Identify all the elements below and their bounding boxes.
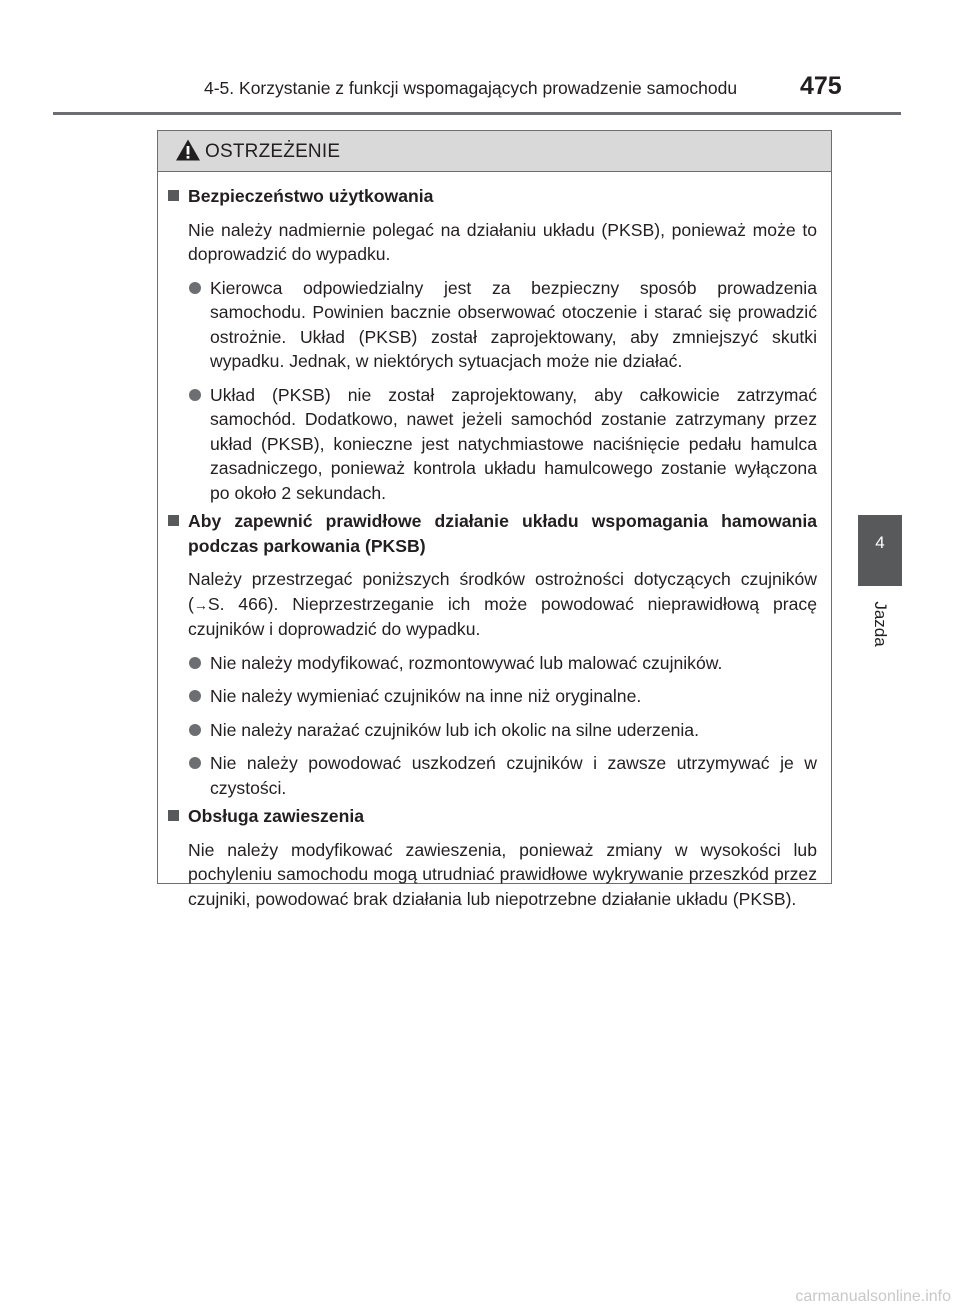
paragraph: Nie należy nadmiernie polegać na działaniu układu (PKSB), ponieważ może to doprowadzić do wypadku. <box>188 219 817 264</box>
bullet-item <box>168 651 817 676</box>
bullet-item <box>168 276 817 374</box>
warning-title: OSTRZEŻENIE <box>205 141 341 162</box>
square-bullet-icon <box>168 190 179 201</box>
running-header: 4-5. Korzystanie z funkcji wspomagających prowadzenie samochodu <box>204 78 738 98</box>
round-bullet-icon <box>189 724 201 736</box>
header-rule <box>53 112 901 115</box>
bullet-item <box>168 751 817 800</box>
section-title: Obsługa zawieszenia <box>188 806 364 826</box>
warning-header <box>158 131 831 172</box>
bullet-item <box>168 383 817 506</box>
section-suspension <box>168 804 817 829</box>
paragraph-text-start: Należy przestrzegać poniższych środków ostrożności dotyczących czujników ( <box>188 569 817 614</box>
arrow-right-icon: → <box>193 596 208 613</box>
section-sensors <box>168 509 817 558</box>
bullet-text: Nie należy powodować uszkodzeń czujników i zawsze utrzymywać je w czystości. <box>210 753 817 798</box>
paragraph <box>168 567 817 642</box>
section-safety <box>168 184 817 209</box>
bullet-item <box>168 684 817 709</box>
section-title: Bezpieczeństwo użytkowania <box>188 186 434 206</box>
warning-triangle-icon <box>175 138 201 162</box>
bullet-text: Nie należy wymieniać czujników na inne niż oryginalne. <box>210 686 642 706</box>
paragraph: Nie należy modyfikować zawieszenia, ponieważ zmiany w wysokości lub pochyleniu samochodu mogą utrudniać prawidłowe wykrywanie przeszkód przez czujniki, powodować brak działania lub niepotrzebne działanie układu (PKSB). <box>188 839 817 909</box>
round-bullet-icon <box>189 282 201 294</box>
round-bullet-icon <box>189 690 201 702</box>
bullet-text: Kierowca odpowiedzialny jest za bezpieczny sposób prowadzenia samochodu. Powinien bacznie obserwować otoczenie i starać się prowadzić ostrożnie. Układ (PKSB) został zaprojektowany, aby zmniejszyć skutki wypadku. Jednak, w niektórych sytuacjach może nie działać. <box>210 277 817 371</box>
paragraph-text-end: S. 466). Nieprzestrzeganie ich może powodować nieprawidłową pracę czujników i doprowadzić do wypadku. <box>188 593 817 639</box>
bullet-text: Układ (PKSB) nie został zaprojektowany, aby całkowicie zatrzymać samochód. Dodatkowo, nawet jeżeli samochód zostanie zatrzymany przez układ (PKSB), konieczne jest natychmiastowe naciśnięcie pedału hamulca zasadniczego, ponieważ kontrola układu hamulcowego zostanie wyłączona po około 2 sekundach. <box>210 384 817 503</box>
round-bullet-icon <box>189 757 201 769</box>
round-bullet-icon <box>189 657 201 669</box>
section-title: Aby zapewnić prawidłowe działanie układu wspomagania hamowania podczas parkowania (PKSB) <box>188 511 817 556</box>
chapter-name: Jazda <box>871 601 890 647</box>
bullet-text: Nie należy modyfikować, rozmontowywać lub malować czujników. <box>210 652 723 673</box>
chapter-number: 4 <box>875 533 885 552</box>
warning-box <box>157 130 832 909</box>
bullet-item <box>168 718 817 743</box>
square-bullet-icon <box>168 515 179 526</box>
page-number: 475 <box>800 72 842 100</box>
round-bullet-icon <box>189 389 201 401</box>
square-bullet-icon <box>168 810 179 821</box>
chapter-label <box>856 594 904 654</box>
bullet-text: Nie należy narażać czujników lub ich okolic na silne uderzenia. <box>210 719 699 740</box>
chapter-tab <box>858 515 902 586</box>
warning-content <box>158 172 831 911</box>
watermark: carmanualsonline.info <box>795 1288 951 1305</box>
